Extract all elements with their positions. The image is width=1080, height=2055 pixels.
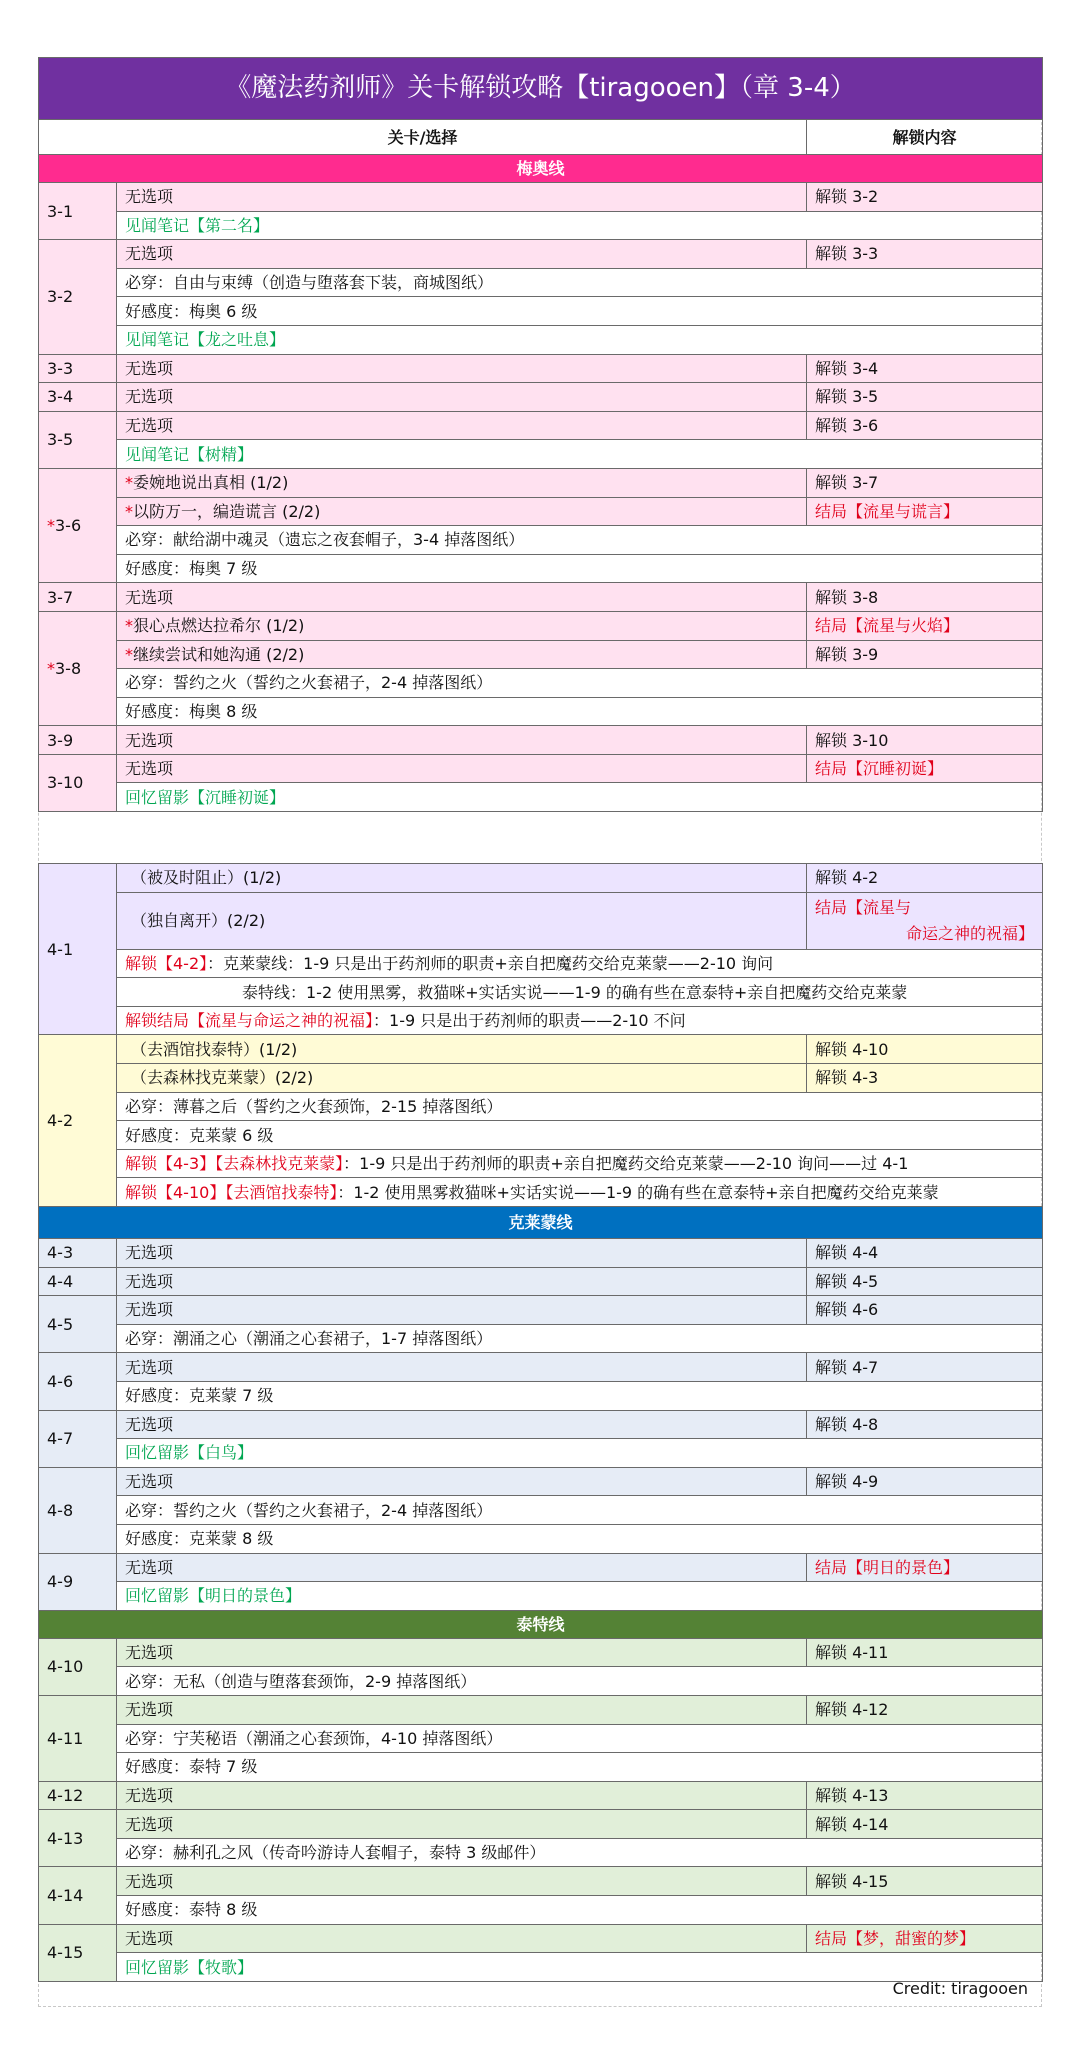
option-text: 无选项: [117, 1695, 807, 1724]
favor-text: 好感度：克莱蒙 6 级: [117, 1121, 1043, 1150]
chapter-4-3: 4-3: [39, 1239, 117, 1268]
note-text: 回忆留影【牧歌】: [117, 1953, 1043, 1982]
wear-text: 必穿：献给湖中魂灵（遗忘之夜套帽子，3-4 掉落图纸）: [117, 526, 1043, 555]
chapter-3-3: 3-3: [39, 354, 117, 383]
note-text: 回忆留影【白鸟】: [117, 1439, 1043, 1468]
unlock-text: 解锁 4-3: [807, 1064, 1043, 1093]
unlock-text: 解锁 4-13: [807, 1781, 1043, 1810]
option-text: 无选项: [117, 1553, 807, 1582]
favor-text: 好感度：泰特 7 级: [117, 1753, 1043, 1782]
note-text: 回忆留影【沉睡初诞】: [117, 783, 1043, 812]
chapter-3-8: *3-8: [39, 611, 117, 725]
wear-text: 必穿：誓约之火（誓约之火套裙子，2-4 掉落图纸）: [117, 669, 1043, 698]
wear-text: 必穿：宁芙秘语（潮涌之心套颈饰，4-10 掉落图纸）: [117, 1724, 1043, 1753]
option-text: （被及时阻止）(1/2): [117, 864, 807, 893]
wear-text: 必穿：无私（创造与堕落套颈饰，2-9 掉落图纸）: [117, 1667, 1043, 1696]
unlock-text: 解锁 4-14: [807, 1810, 1043, 1839]
header-level-choice: 关卡/选择: [39, 120, 807, 155]
chapter-3-6: *3-6: [39, 468, 117, 582]
chapter-4-12: 4-12: [39, 1781, 117, 1810]
chapter-4-1: 4-1: [39, 864, 117, 1035]
option-text: 无选项: [117, 1410, 807, 1439]
option-text: 无选项: [117, 411, 807, 440]
ending-text: 结局【沉睡初诞】: [807, 754, 1043, 783]
unlock-text: 解锁 4-6: [807, 1296, 1043, 1325]
option-text: 无选项: [117, 354, 807, 383]
unlock-text: 解锁 3-10: [807, 726, 1043, 755]
unlock-text: 解锁 3-9: [807, 640, 1043, 669]
option-text: *委婉地说出真相 (1/2): [117, 468, 807, 497]
chapter-4-4: 4-4: [39, 1267, 117, 1296]
spacer: [39, 812, 1043, 864]
chapter-3-4: 3-4: [39, 383, 117, 412]
route-condition: 解锁【4-2】：克莱蒙线：1-9 只是出于药剂师的职责+亲自把魔药交给克莱蒙——2-10 询问: [117, 949, 1043, 978]
favor-text: 好感度：克莱蒙 8 级: [117, 1524, 1043, 1553]
option-text: *以防万一，编造谎言 (2/2): [117, 497, 807, 526]
option-text: 无选项: [117, 1239, 807, 1268]
unlock-text: 解锁 4-4: [807, 1239, 1043, 1268]
option-text: 无选项: [117, 1638, 807, 1667]
credit-text: Credit: tiragooen: [892, 1979, 1028, 1998]
note-text: 回忆留影【明日的景色】: [117, 1582, 1043, 1611]
ending-text: 结局【流星与谎言】: [807, 497, 1043, 526]
option-text: 无选项: [117, 240, 807, 269]
wear-text: 必穿：自由与束缚（创造与堕落套下装，商城图纸）: [117, 268, 1043, 297]
route-condition: 解锁结局【流星与命运之神的祝福】：1-9 只是出于药剂师的职责——2-10 不问: [117, 1006, 1043, 1035]
ending-text: 结局【梦，甜蜜的梦】: [807, 1924, 1043, 1953]
chapter-3-2: 3-2: [39, 240, 117, 354]
chapter-4-15: 4-15: [39, 1924, 117, 1981]
option-text: （去森林找克莱蒙）(2/2): [117, 1064, 807, 1093]
chapter-3-7: 3-7: [39, 583, 117, 612]
chapter-4-7: 4-7: [39, 1410, 117, 1467]
chapter-3-5: 3-5: [39, 411, 117, 468]
favor-text: 好感度：克莱蒙 7 级: [117, 1381, 1043, 1410]
option-text: 无选项: [117, 1296, 807, 1325]
unlock-text: 解锁 3-8: [807, 583, 1043, 612]
chapter-4-9: 4-9: [39, 1553, 117, 1610]
option-text: 无选项: [117, 583, 807, 612]
option-text: 无选项: [117, 383, 807, 412]
chapter-4-6: 4-6: [39, 1353, 117, 1410]
favor-text: 好感度：梅奥 6 级: [117, 297, 1043, 326]
chapter-4-11: 4-11: [39, 1695, 117, 1781]
unlock-text: 解锁 4-12: [807, 1695, 1043, 1724]
unlock-text: 解锁 3-6: [807, 411, 1043, 440]
wear-text: 必穿：赫利孔之风（传奇吟游诗人套帽子，泰特 3 级邮件）: [117, 1838, 1043, 1867]
unlock-text: 解锁 4-15: [807, 1867, 1043, 1896]
route-condition: 解锁【4-10】【去酒馆找泰特】：1-2 使用黑雾救猫咪+实话实说——1-9 的确有些在意泰特+亲自把魔药交给克莱蒙: [117, 1178, 1043, 1207]
option-text: （独自离开）(2/2): [117, 892, 807, 949]
note-text: 见闻笔记【树精】: [117, 440, 1043, 469]
unlock-text: 解锁 3-3: [807, 240, 1043, 269]
chapter-4-2: 4-2: [39, 1035, 117, 1207]
chapter-4-8: 4-8: [39, 1467, 117, 1553]
note-text: 见闻笔记【龙之吐息】: [117, 325, 1043, 354]
wear-text: 必穿：潮涌之心（潮涌之心套裙子，1-7 掉落图纸）: [117, 1324, 1043, 1353]
chapter-4-13: 4-13: [39, 1810, 117, 1867]
chapter-3-10: 3-10: [39, 754, 117, 811]
option-text: 无选项: [117, 1810, 807, 1839]
chapter-4-5: 4-5: [39, 1296, 117, 1353]
option-text: 无选项: [117, 754, 807, 783]
unlock-text: 解锁 3-5: [807, 383, 1043, 412]
unlock-text: 解锁 4-8: [807, 1410, 1043, 1439]
favor-text: 好感度：梅奥 8 级: [117, 697, 1043, 726]
route-condition: 解锁【4-3】【去森林找克莱蒙】：1-9 只是出于药剂师的职责+亲自把魔药交给克莱蒙——2-10 询问——过 4-1: [117, 1149, 1043, 1178]
chapter-4-14: 4-14: [39, 1867, 117, 1924]
favor-text: 好感度：梅奥 7 级: [117, 554, 1043, 583]
guide-table: [38, 57, 1043, 1982]
chapter-4-10: 4-10: [39, 1638, 117, 1695]
unlock-text: 解锁 3-2: [807, 183, 1043, 212]
option-text: *狠心点燃达拉希尔 (1/2): [117, 611, 807, 640]
route-condition: 泰特线：1-2 使用黑雾，救猫咪+实话实说——1-9 的确有些在意泰特+亲自把魔药交给克莱蒙: [117, 978, 1043, 1007]
header-unlock-content: 解锁内容: [807, 120, 1043, 155]
option-text: 无选项: [117, 1924, 807, 1953]
unlock-text: 解锁 4-2: [807, 864, 1043, 893]
chapter-3-9: 3-9: [39, 726, 117, 755]
option-text: 无选项: [117, 1867, 807, 1896]
note-text: 见闻笔记【第二名】: [117, 211, 1043, 240]
favor-text: 好感度：泰特 8 级: [117, 1896, 1043, 1925]
unlock-text: 解锁 4-9: [807, 1467, 1043, 1496]
ending-text: 结局【明日的景色】: [807, 1553, 1043, 1582]
section-taite: 泰特线: [39, 1610, 1043, 1638]
unlock-text: 解锁 4-7: [807, 1353, 1043, 1382]
option-text: 无选项: [117, 1781, 807, 1810]
option-text: *继续尝试和她沟通 (2/2): [117, 640, 807, 669]
option-text: （去酒馆找泰特）(1/2): [117, 1035, 807, 1064]
wear-text: 必穿：誓约之火（誓约之火套裙子，2-4 掉落图纸）: [117, 1496, 1043, 1525]
ending-text: 结局【流星与 命运之神的祝福】: [807, 892, 1043, 949]
option-text: 无选项: [117, 726, 807, 755]
ending-text: 结局【流星与火焰】: [807, 611, 1043, 640]
section-kelaimeng: 克莱蒙线: [39, 1207, 1043, 1239]
unlock-text: 解锁 4-10: [807, 1035, 1043, 1064]
option-text: 无选项: [117, 1353, 807, 1382]
unlock-text: 解锁 4-11: [807, 1638, 1043, 1667]
page-title: 《魔法药剂师》关卡解锁攻略【tiragooen】（章 3-4）: [39, 58, 1043, 120]
section-meiao: 梅奥线: [39, 155, 1043, 183]
unlock-text: 解锁 3-4: [807, 354, 1043, 383]
wear-text: 必穿：薄暮之后（誓约之火套颈饰，2-15 掉落图纸）: [117, 1092, 1043, 1121]
unlock-text: 解锁 4-5: [807, 1267, 1043, 1296]
chapter-3-1: 3-1: [39, 183, 117, 240]
option-text: 无选项: [117, 1267, 807, 1296]
option-text: 无选项: [117, 1467, 807, 1496]
option-text: 无选项: [117, 183, 807, 212]
unlock-text: 解锁 3-7: [807, 468, 1043, 497]
